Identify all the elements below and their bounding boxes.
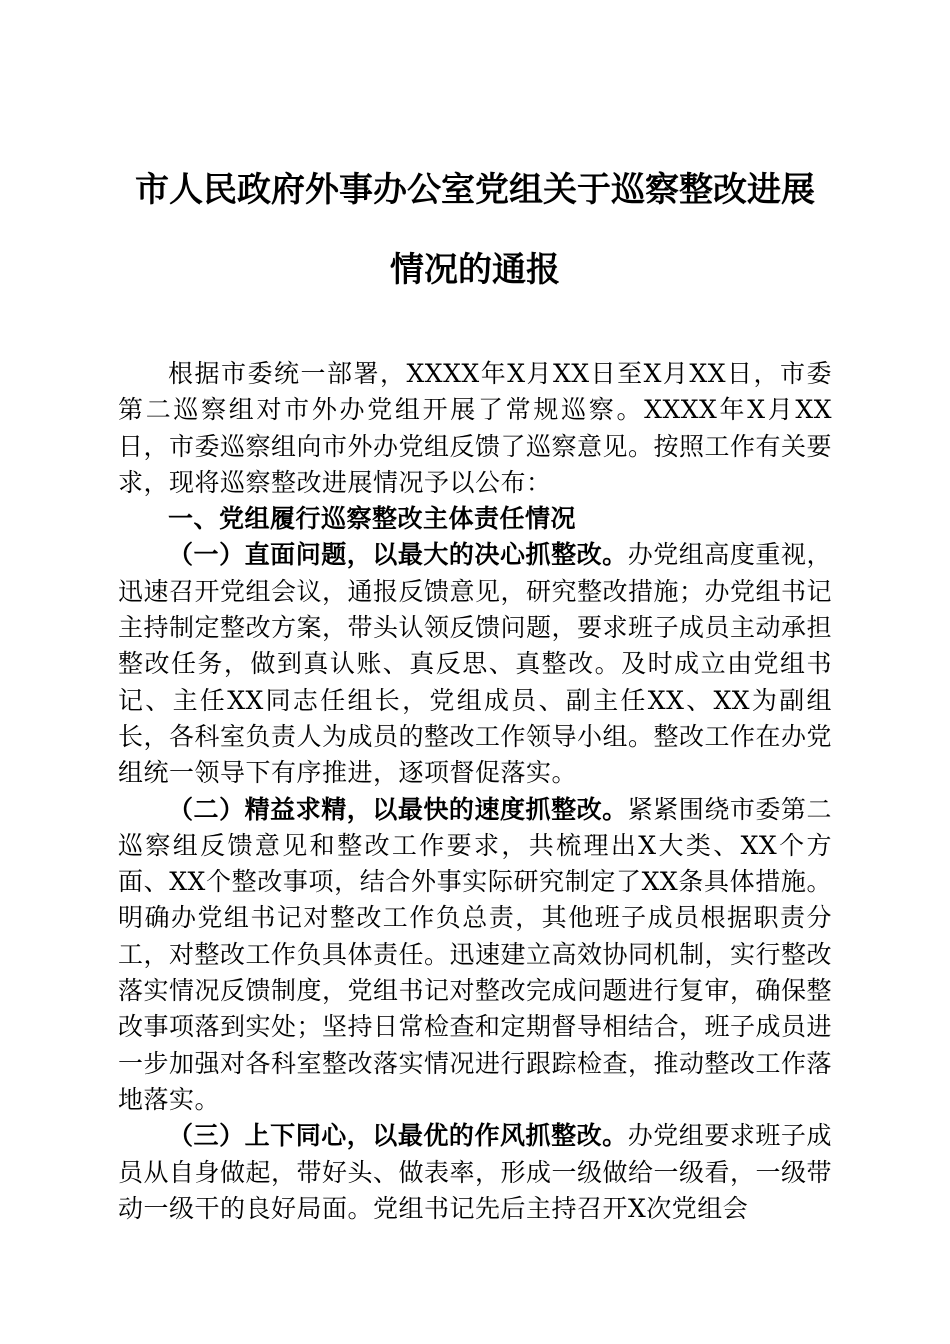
- paragraph-1-body: 办党组高度重视，迅速召开党组会议，通报反馈意见，研究整改措施；办党组书记主持制定整改方案，带头认领反馈问题，要求班子成员主动承担整改任务，做到真认账、真反思、真整改。及时成立由党组书记、主任XX同志任组长，党组成员、副主任XX、XX为副组长，各科室负责人为成员的整改工作领导小组。整改工作在办党组统一领导下有序推进，逐项督促落实。: [118, 540, 833, 788]
- document-title: [118, 150, 832, 310]
- section-heading-1: 一、党组履行巡察整改主体责任情况: [168, 504, 577, 534]
- paragraph-3: [118, 1118, 832, 1227]
- paragraph-2: [118, 792, 832, 1119]
- paragraph-1: [118, 537, 832, 791]
- title-line-1: 市人民政府外事办公室党组关于巡察整改进展: [135, 170, 815, 210]
- paragraph-2-lead: （二）精益求精，以最快的速度抓整改。: [168, 794, 628, 824]
- intro-paragraph: 根据市委统一部署，XXXX年X月XX日至X月XX日，市委第二巡察组对市外办党组开展了常规巡察。XXXX年X月XX日，市委巡察组向市外办党组反馈了巡察意见。按照工作有关要求，现将巡察整改进展情况予以公布：: [118, 359, 833, 497]
- paragraph-3-body: 办党组要求班子成员从自身做起，带好头、做表率，形成一级做给一级看，一级带动一级干的良好局面。党组书记先后主持召开X次党组会: [118, 1121, 833, 1223]
- title-line-2: 情况的通报: [390, 250, 560, 290]
- paragraph-3-lead: （三）上下同心，以最优的作风抓整改。: [168, 1121, 628, 1151]
- paragraph-1-lead: （一）直面问题，以最大的决心抓整改。: [168, 540, 628, 570]
- paragraph-2-body: 紧紧围绕市委第二巡察组反馈意见和整改工作要求，共梳理出X大类、XX个方面、XX个整改事项，结合外事实际研究制定了XX条具体措施。明确办党组书记对整改工作负总责，其他班子成员根据职责分工，对整改工作负具体责任。迅速建立高效协同机制，实行整改落实情况反馈制度，党组书记对整改完成问题进行复审，确保整改事项落到实处；坚持日常检查和定期督导相结合，班子成员进一步加强对各科室整改落实情况进行跟踪检查，推动整改工作落地落实。: [118, 794, 833, 1114]
- document-body: [118, 356, 832, 1227]
